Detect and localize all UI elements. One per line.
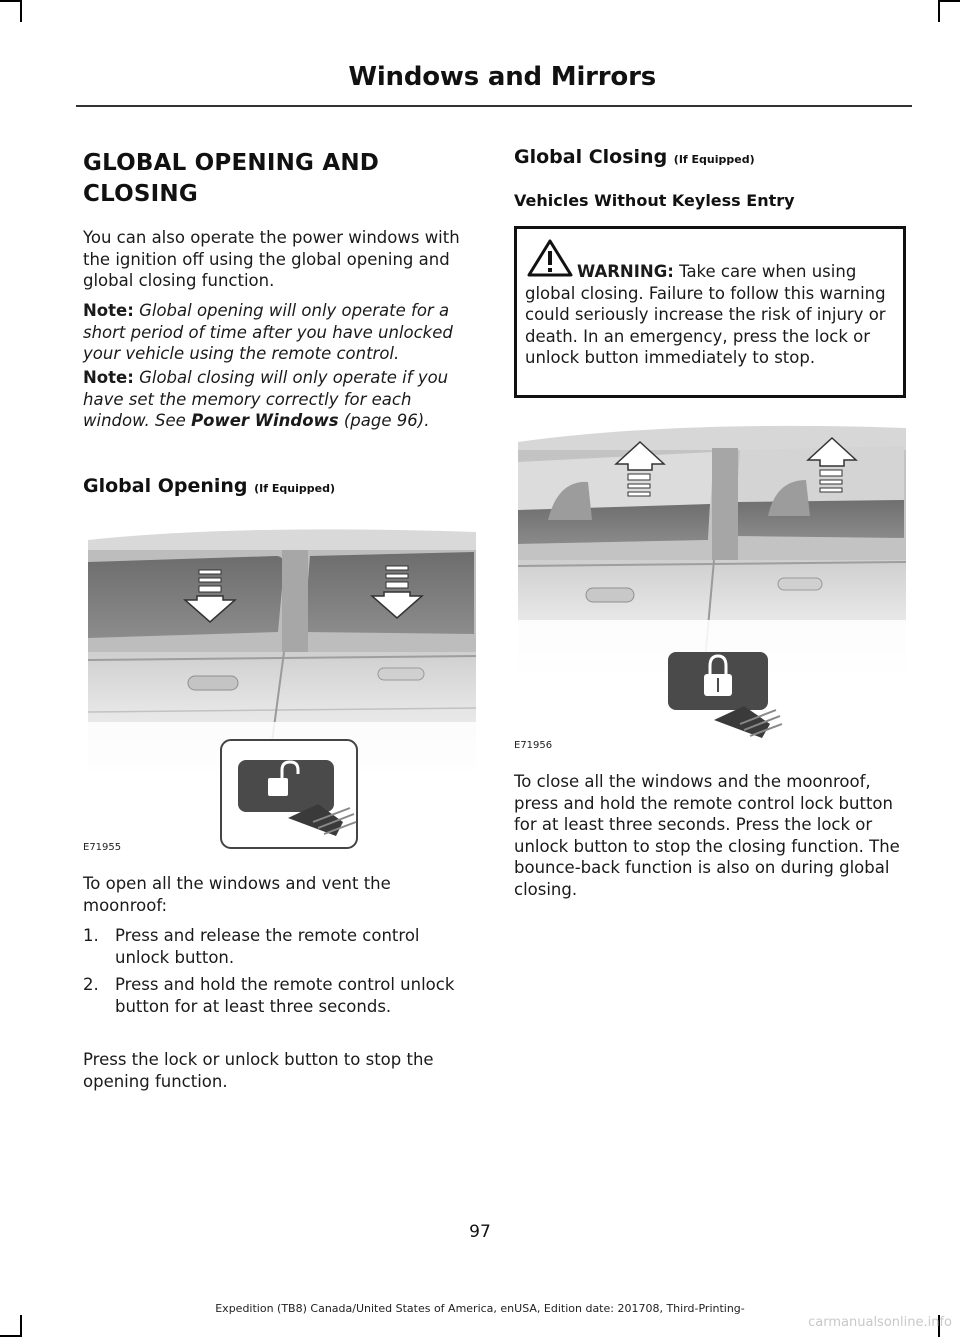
- page-reference: (page 96).: [343, 411, 430, 430]
- car-side-close-svg: [518, 420, 906, 740]
- page-header-title: Windows and Mirrors: [348, 62, 656, 92]
- open-intro: To open all the windows and vent the moonroof:: [83, 874, 391, 915]
- note-text: Global closing will only operate if you have set the memory correctly for each window. See: [83, 368, 449, 430]
- intro-paragraph: You can also operate the power windows with the ignition off using the global opening and global closing function.: [83, 228, 460, 290]
- global-closing-title: Global Closing: [514, 146, 668, 168]
- global-opening-title: Global Opening: [83, 475, 248, 497]
- close-instructions: To close all the windows and the moonroof, press and hold the remote control lock button for at least three seconds. Press the lock or unlock button to stop the closing function. The bounce-back function is also on during global closing.: [514, 772, 900, 899]
- note-text: Global opening will only operate for a short period of time after you have unlocked your vehicle using the remote control.: [83, 301, 453, 363]
- note-label: Note:: [83, 301, 134, 320]
- warning-box: [514, 226, 906, 398]
- section-heading-line1: GLOBAL OPENING AND: [83, 150, 380, 176]
- crop-mark: [0, 0, 22, 2]
- list-item: [83, 925, 478, 969]
- subheading-without-keyless: Vehicles Without Keyless Entry: [514, 191, 795, 210]
- warning-text: Take care when using global closing. Failure to follow this warning could seriously increase the risk of injury or death. In an emergency, press the lock or unlock button immediately to stop.: [525, 262, 886, 367]
- watermark: carmanualsonline.info: [808, 1315, 952, 1330]
- power-windows-link[interactable]: Power Windows: [191, 411, 339, 430]
- list-number: 1.: [83, 926, 99, 945]
- edition-footer: Expedition (TB8) Canada/United States of America, enUSA, Edition date: 201708, Third-Printing-: [215, 1302, 745, 1315]
- crop-mark: [20, 0, 22, 22]
- stop-opening-text: Press the lock or unlock button to stop the opening function.: [83, 1050, 434, 1091]
- warning-label: WARNING:: [577, 262, 674, 281]
- note-global-opening: [83, 300, 478, 365]
- global-opening-heading: [83, 475, 335, 497]
- page-number: 97: [469, 1222, 491, 1242]
- list-number: 2.: [83, 975, 99, 994]
- global-opening-illustration: [83, 522, 476, 853]
- car-side-open-svg: [88, 522, 476, 852]
- list-text: Press and release the remote control unlock button.: [115, 926, 420, 967]
- crop-mark: [938, 0, 940, 22]
- if-equipped-label: (If Equipped): [673, 153, 755, 166]
- crop-mark: [938, 0, 960, 2]
- if-equipped-label: (If Equipped): [254, 482, 335, 495]
- header-rule: [76, 105, 912, 107]
- global-closing-heading: [514, 146, 755, 168]
- figure-code: E71955: [83, 842, 122, 853]
- warning-text-block: [525, 261, 905, 369]
- list-text: Press and hold the remote control unlock button for at least three seconds.: [115, 975, 455, 1016]
- note-global-closing: [83, 367, 478, 432]
- crop-mark: [20, 1315, 22, 1337]
- figure-code: E71956: [514, 740, 553, 751]
- global-closing-illustration: [514, 420, 906, 751]
- list-item: [83, 974, 478, 1040]
- section-heading-line2: CLOSING: [83, 181, 198, 207]
- note-label: Note:: [83, 368, 134, 387]
